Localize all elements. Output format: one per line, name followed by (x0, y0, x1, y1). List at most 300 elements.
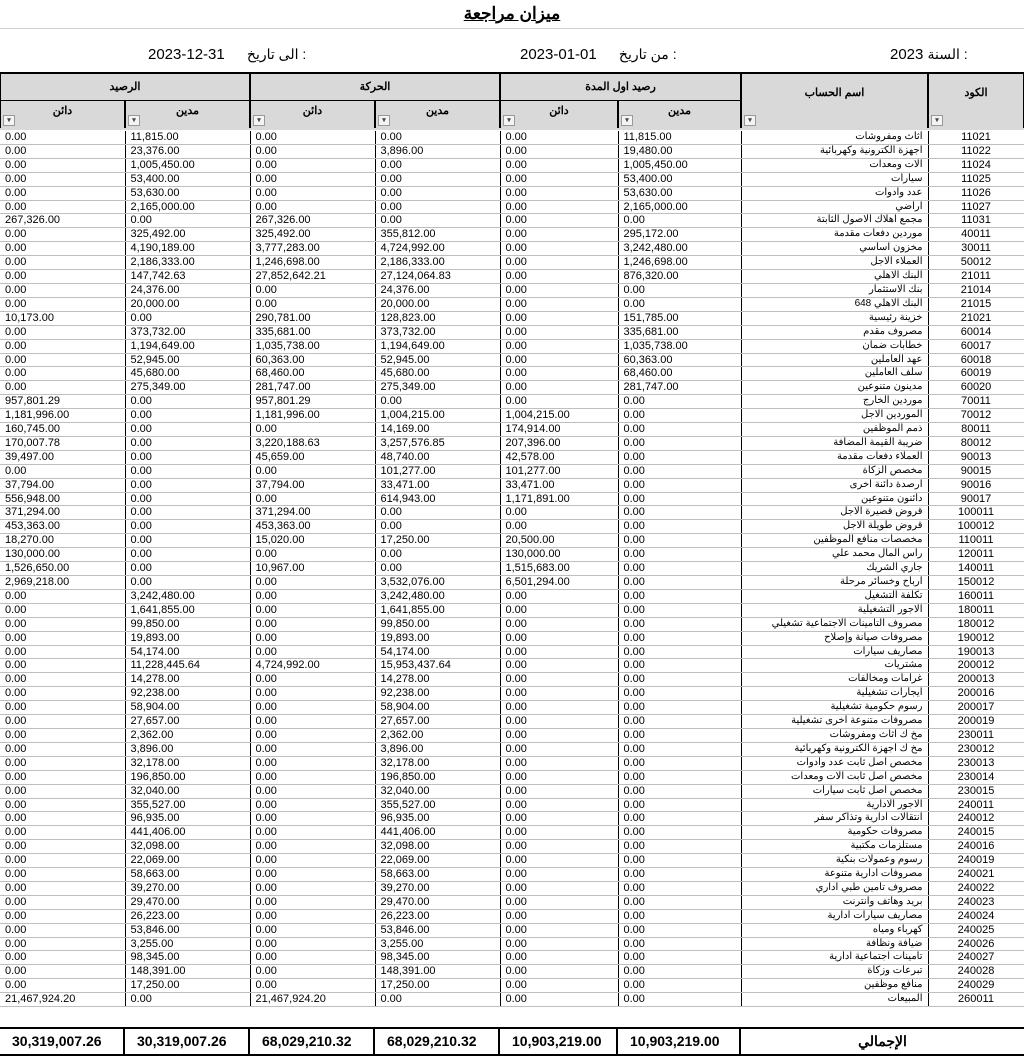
cell-opening-debit[interactable]: 0.00 (618, 436, 741, 450)
cell-movement-debit[interactable]: 0.00 (375, 506, 500, 520)
cell-balance-debit[interactable]: 26,223.00 (125, 909, 250, 923)
cell-opening-debit[interactable]: 0.00 (618, 478, 741, 492)
cell-opening-credit[interactable]: 0.00 (500, 979, 618, 993)
cell-balance-credit[interactable]: 0.00 (0, 854, 125, 868)
cell-balance-debit[interactable]: 0.00 (125, 436, 250, 450)
cell-balance-credit[interactable]: 0.00 (0, 131, 125, 144)
cell-movement-debit[interactable]: 48,740.00 (375, 450, 500, 464)
cell-code[interactable]: 60018 (928, 353, 1024, 367)
cell-name[interactable]: مصروفات متنوعة اخرى تشغيلية (741, 715, 928, 729)
cell-opening-debit[interactable]: 11,815.00 (618, 131, 741, 144)
cell-movement-debit[interactable]: 32,098.00 (375, 840, 500, 854)
cell-balance-debit[interactable]: 54,174.00 (125, 645, 250, 659)
cell-movement-debit[interactable]: 29,470.00 (375, 895, 500, 909)
cell-code[interactable]: 190013 (928, 645, 1024, 659)
cell-name[interactable]: رسوم حكومية تشغيلية (741, 701, 928, 715)
cell-name[interactable]: قروض قصيرة الاجل (741, 506, 928, 520)
cell-movement-debit[interactable]: 0.00 (375, 395, 500, 409)
cell-code[interactable]: 21021 (928, 311, 1024, 325)
cell-opening-credit[interactable]: 174,914.00 (500, 423, 618, 437)
cell-movement-credit[interactable]: 3,777,283.00 (250, 242, 375, 256)
cell-opening-credit[interactable]: 0.00 (500, 715, 618, 729)
cell-opening-debit[interactable]: 0.00 (618, 297, 741, 311)
cell-balance-credit[interactable]: 0.00 (0, 158, 125, 172)
cell-balance-debit[interactable]: 0.00 (125, 214, 250, 228)
cell-movement-debit[interactable]: 1,641,855.00 (375, 603, 500, 617)
cell-movement-debit[interactable]: 19,893.00 (375, 631, 500, 645)
cell-balance-debit[interactable]: 0.00 (125, 993, 250, 1007)
cell-opening-debit[interactable]: 0.00 (618, 923, 741, 937)
cell-code[interactable]: 21011 (928, 270, 1024, 284)
cell-opening-credit[interactable]: 0.00 (500, 228, 618, 242)
cell-balance-credit[interactable]: 0.00 (0, 603, 125, 617)
cell-name[interactable]: مخ ك أثاث ومفروشات (741, 728, 928, 742)
cell-movement-debit[interactable]: 0.00 (375, 158, 500, 172)
cell-balance-credit[interactable]: 0.00 (0, 200, 125, 214)
cell-opening-credit[interactable]: 0.00 (500, 812, 618, 826)
cell-opening-credit[interactable]: 130,000.00 (500, 548, 618, 562)
cell-balance-debit[interactable]: 11,228,445.64 (125, 659, 250, 673)
cell-movement-debit[interactable]: 92,238.00 (375, 687, 500, 701)
cell-movement-debit[interactable]: 0.00 (375, 214, 500, 228)
cell-name[interactable]: تكلفة التشغيل (741, 589, 928, 603)
cell-balance-credit[interactable]: 0.00 (0, 909, 125, 923)
cell-movement-debit[interactable]: 373,732.00 (375, 325, 500, 339)
cell-balance-credit[interactable]: 0.00 (0, 840, 125, 854)
cell-opening-debit[interactable]: 53,400.00 (618, 172, 741, 186)
cell-code[interactable]: 200019 (928, 715, 1024, 729)
cell-balance-credit[interactable]: 0.00 (0, 325, 125, 339)
cell-movement-debit[interactable]: 0.00 (375, 186, 500, 200)
cell-movement-debit[interactable]: 614,943.00 (375, 492, 500, 506)
cell-opening-credit[interactable]: 0.00 (500, 631, 618, 645)
cell-name[interactable]: منافع موظفين (741, 979, 928, 993)
cell-movement-debit[interactable]: 58,663.00 (375, 868, 500, 882)
cell-opening-debit[interactable]: 0.00 (618, 603, 741, 617)
cell-name[interactable]: بريد وهاتف وانترنت (741, 895, 928, 909)
cell-opening-debit[interactable]: 0.00 (618, 881, 741, 895)
cell-movement-debit[interactable]: 0.00 (375, 131, 500, 144)
cell-balance-debit[interactable]: 29,470.00 (125, 895, 250, 909)
cell-movement-credit[interactable]: 0.00 (250, 687, 375, 701)
cell-movement-credit[interactable]: 0.00 (250, 881, 375, 895)
cell-code[interactable]: 11025 (928, 172, 1024, 186)
cell-balance-credit[interactable]: 0.00 (0, 283, 125, 297)
code-filter-dropdown-icon[interactable]: ▾ (931, 115, 943, 126)
cell-opening-credit[interactable]: 0.00 (500, 770, 618, 784)
cell-movement-debit[interactable]: 33,471.00 (375, 478, 500, 492)
cell-code[interactable]: 200012 (928, 659, 1024, 673)
cell-balance-credit[interactable]: 0.00 (0, 242, 125, 256)
cell-opening-credit[interactable]: 0.00 (500, 506, 618, 520)
cell-opening-debit[interactable]: 295,172.00 (618, 228, 741, 242)
cell-opening-credit[interactable]: 0.00 (500, 520, 618, 534)
cell-movement-credit[interactable]: 0.00 (250, 548, 375, 562)
cell-code[interactable]: 140011 (928, 562, 1024, 576)
cell-balance-debit[interactable]: 27,657.00 (125, 715, 250, 729)
cell-balance-debit[interactable]: 96,935.00 (125, 812, 250, 826)
cell-opening-debit[interactable]: 0.00 (618, 826, 741, 840)
cell-balance-debit[interactable]: 3,255.00 (125, 937, 250, 951)
cell-balance-debit[interactable]: 0.00 (125, 409, 250, 423)
cell-name[interactable]: مصروف التامينات الاجتماعية تشغيلي (741, 617, 928, 631)
name-filter-dropdown-icon[interactable]: ▾ (744, 115, 756, 126)
cell-balance-debit[interactable]: 53,846.00 (125, 923, 250, 937)
cell-name[interactable]: قروض طويلة الاجل (741, 520, 928, 534)
cell-balance-debit[interactable]: 2,362.00 (125, 728, 250, 742)
cell-code[interactable]: 11026 (928, 186, 1024, 200)
cell-opening-credit[interactable]: 33,471.00 (500, 478, 618, 492)
cell-balance-debit[interactable]: 355,527.00 (125, 798, 250, 812)
cell-balance-debit[interactable]: 39,270.00 (125, 881, 250, 895)
cell-opening-debit[interactable]: 0.00 (618, 659, 741, 673)
cell-balance-credit[interactable]: 0.00 (0, 228, 125, 242)
cell-movement-credit[interactable]: 0.00 (250, 673, 375, 687)
cell-movement-debit[interactable]: 32,040.00 (375, 784, 500, 798)
cell-name[interactable]: جاري الشريك (741, 562, 928, 576)
cell-name[interactable]: ضيافة ونظافة (741, 937, 928, 951)
cell-balance-debit[interactable]: 53,400.00 (125, 172, 250, 186)
cell-movement-credit[interactable]: 0.00 (250, 742, 375, 756)
cell-movement-debit[interactable]: 441,406.00 (375, 826, 500, 840)
cell-opening-debit[interactable]: 0.00 (618, 701, 741, 715)
cell-opening-credit[interactable]: 101,277.00 (500, 464, 618, 478)
cell-balance-credit[interactable]: 0.00 (0, 756, 125, 770)
cell-code[interactable]: 50012 (928, 256, 1024, 270)
cell-code[interactable]: 150012 (928, 576, 1024, 590)
cell-balance-credit[interactable]: 0.00 (0, 256, 125, 270)
cell-opening-credit[interactable]: 0.00 (500, 311, 618, 325)
cell-opening-credit[interactable]: 0.00 (500, 784, 618, 798)
cell-movement-debit[interactable]: 0.00 (375, 548, 500, 562)
cell-movement-debit[interactable]: 275,349.00 (375, 381, 500, 395)
cell-balance-debit[interactable]: 58,904.00 (125, 701, 250, 715)
cell-movement-debit[interactable]: 1,194,649.00 (375, 339, 500, 353)
cell-code[interactable]: 180011 (928, 603, 1024, 617)
cell-balance-debit[interactable]: 2,165,000.00 (125, 200, 250, 214)
cell-name[interactable]: الاجور التشغيلية (741, 603, 928, 617)
cell-opening-credit[interactable]: 0.00 (500, 701, 618, 715)
cell-movement-credit[interactable]: 335,681.00 (250, 325, 375, 339)
cell-name[interactable]: مخصص اصل ثابت الات ومعدات (741, 770, 928, 784)
cell-balance-credit[interactable]: 453,363.00 (0, 520, 125, 534)
cell-opening-debit[interactable]: 0.00 (618, 868, 741, 882)
cell-balance-credit[interactable]: 0.00 (0, 687, 125, 701)
cell-movement-credit[interactable]: 4,724,992.00 (250, 659, 375, 673)
cell-balance-credit[interactable]: 0.00 (0, 464, 125, 478)
cell-balance-credit[interactable]: 0.00 (0, 770, 125, 784)
cell-balance-credit[interactable]: 160,745.00 (0, 423, 125, 437)
cell-name[interactable]: البنك الاهلي 648 (741, 297, 928, 311)
cell-opening-debit[interactable]: 0.00 (618, 548, 741, 562)
cell-balance-debit[interactable]: 22,069.00 (125, 854, 250, 868)
cell-movement-debit[interactable]: 17,250.00 (375, 979, 500, 993)
cell-opening-credit[interactable]: 0.00 (500, 186, 618, 200)
cell-movement-debit[interactable]: 3,896.00 (375, 742, 500, 756)
cell-opening-debit[interactable]: 19,480.00 (618, 144, 741, 158)
cell-opening-debit[interactable]: 876,320.00 (618, 270, 741, 284)
cell-movement-debit[interactable]: 27,124,064.83 (375, 270, 500, 284)
cell-code[interactable]: 230012 (928, 742, 1024, 756)
cell-movement-debit[interactable]: 99,850.00 (375, 617, 500, 631)
cell-opening-debit[interactable]: 1,005,450.00 (618, 158, 741, 172)
cell-movement-credit[interactable]: 0.00 (250, 645, 375, 659)
cell-balance-credit[interactable]: 0.00 (0, 659, 125, 673)
cell-balance-credit[interactable]: 371,294.00 (0, 506, 125, 520)
cell-movement-credit[interactable]: 0.00 (250, 798, 375, 812)
cell-balance-credit[interactable]: 37,794.00 (0, 478, 125, 492)
cell-opening-debit[interactable]: 0.00 (618, 770, 741, 784)
cell-code[interactable]: 100012 (928, 520, 1024, 534)
cell-code[interactable]: 70012 (928, 409, 1024, 423)
cell-balance-debit[interactable]: 0.00 (125, 464, 250, 478)
cell-balance-credit[interactable]: 0.00 (0, 965, 125, 979)
cell-opening-debit[interactable]: 0.00 (618, 798, 741, 812)
cell-opening-credit[interactable]: 0.00 (500, 826, 618, 840)
cell-balance-credit[interactable]: 0.00 (0, 895, 125, 909)
cell-movement-credit[interactable]: 957,801.29 (250, 395, 375, 409)
cell-opening-debit[interactable]: 0.00 (618, 283, 741, 297)
cell-opening-debit[interactable]: 0.00 (618, 534, 741, 548)
cell-movement-debit[interactable]: 53,846.00 (375, 923, 500, 937)
cell-balance-debit[interactable]: 0.00 (125, 506, 250, 520)
cell-name[interactable]: أثاث ومفروشات (741, 131, 928, 144)
cell-opening-credit[interactable]: 0.00 (500, 909, 618, 923)
cell-balance-credit[interactable]: 10,173.00 (0, 311, 125, 325)
cell-opening-debit[interactable]: 0.00 (618, 756, 741, 770)
cell-movement-credit[interactable]: 60,363.00 (250, 353, 375, 367)
cell-name[interactable]: اراضي (741, 200, 928, 214)
cell-opening-credit[interactable]: 0.00 (500, 395, 618, 409)
cell-movement-debit[interactable]: 0.00 (375, 562, 500, 576)
cell-movement-debit[interactable]: 96,935.00 (375, 812, 500, 826)
cell-balance-debit[interactable]: 14,278.00 (125, 673, 250, 687)
cell-movement-credit[interactable]: 45,659.00 (250, 450, 375, 464)
cell-movement-credit[interactable]: 0.00 (250, 951, 375, 965)
cell-name[interactable]: مستلزمات مكتبية (741, 840, 928, 854)
cell-opening-credit[interactable]: 0.00 (500, 200, 618, 214)
cell-movement-credit[interactable]: 0.00 (250, 631, 375, 645)
cell-opening-debit[interactable]: 0.00 (618, 673, 741, 687)
cell-movement-debit[interactable]: 4,724,992.00 (375, 242, 500, 256)
cell-movement-credit[interactable]: 1,035,738.00 (250, 339, 375, 353)
cell-opening-debit[interactable]: 0.00 (618, 979, 741, 993)
cell-name[interactable]: الات ومعدات (741, 158, 928, 172)
cell-balance-credit[interactable]: 1,181,996.00 (0, 409, 125, 423)
cell-balance-debit[interactable]: 0.00 (125, 534, 250, 548)
cell-movement-debit[interactable]: 98,345.00 (375, 951, 500, 965)
cell-opening-credit[interactable]: 0.00 (500, 895, 618, 909)
cell-name[interactable]: سلف العاملين (741, 367, 928, 381)
cell-movement-credit[interactable]: 0.00 (250, 909, 375, 923)
cell-opening-debit[interactable]: 0.00 (618, 617, 741, 631)
cell-name[interactable]: مخصصات منافع الموظفين (741, 534, 928, 548)
cell-balance-debit[interactable]: 23,376.00 (125, 144, 250, 158)
cell-balance-credit[interactable]: 18,270.00 (0, 534, 125, 548)
cell-opening-debit[interactable]: 0.00 (618, 506, 741, 520)
cell-balance-debit[interactable]: 3,896.00 (125, 742, 250, 756)
cell-opening-debit[interactable]: 0.00 (618, 993, 741, 1007)
cell-opening-credit[interactable]: 1,515,683.00 (500, 562, 618, 576)
movement-debit-filter-dropdown-icon[interactable]: ▾ (378, 115, 390, 126)
cell-opening-debit[interactable]: 0.00 (618, 395, 741, 409)
cell-opening-debit[interactable]: 0.00 (618, 728, 741, 742)
cell-code[interactable]: 11024 (928, 158, 1024, 172)
cell-balance-credit[interactable]: 0.00 (0, 826, 125, 840)
cell-balance-debit[interactable]: 99,850.00 (125, 617, 250, 631)
cell-movement-debit[interactable]: 0.00 (375, 993, 500, 1007)
cell-code[interactable]: 200017 (928, 701, 1024, 715)
cell-opening-debit[interactable]: 53,630.00 (618, 186, 741, 200)
cell-code[interactable]: 40011 (928, 228, 1024, 242)
cell-balance-credit[interactable]: 267,326.00 (0, 214, 125, 228)
cell-code[interactable]: 240029 (928, 979, 1024, 993)
cell-opening-debit[interactable]: 0.00 (618, 742, 741, 756)
cell-opening-credit[interactable]: 1,004,215.00 (500, 409, 618, 423)
cell-movement-credit[interactable]: 15,020.00 (250, 534, 375, 548)
cell-opening-debit[interactable]: 1,035,738.00 (618, 339, 741, 353)
cell-code[interactable]: 240015 (928, 826, 1024, 840)
cell-code[interactable]: 200016 (928, 687, 1024, 701)
cell-balance-credit[interactable]: 0.00 (0, 297, 125, 311)
cell-movement-credit[interactable]: 0.00 (250, 854, 375, 868)
cell-balance-credit[interactable]: 0.00 (0, 868, 125, 882)
cell-movement-debit[interactable]: 39,270.00 (375, 881, 500, 895)
cell-movement-debit[interactable]: 32,178.00 (375, 756, 500, 770)
cell-code[interactable]: 21014 (928, 283, 1024, 297)
cell-code[interactable]: 230013 (928, 756, 1024, 770)
cell-movement-debit[interactable]: 0.00 (375, 200, 500, 214)
cell-name[interactable]: تأمينات اجتماعية ادارية (741, 951, 928, 965)
cell-balance-debit[interactable]: 0.00 (125, 478, 250, 492)
cell-movement-debit[interactable]: 128,823.00 (375, 311, 500, 325)
cell-movement-debit[interactable]: 3,242,480.00 (375, 589, 500, 603)
cell-movement-debit[interactable]: 2,362.00 (375, 728, 500, 742)
cell-code[interactable]: 120011 (928, 548, 1024, 562)
cell-name[interactable]: مصروفات ادارية متنوعة (741, 868, 928, 882)
cell-code[interactable]: 60014 (928, 325, 1024, 339)
cell-opening-credit[interactable]: 0.00 (500, 256, 618, 270)
cell-opening-credit[interactable]: 0.00 (500, 589, 618, 603)
cell-code[interactable]: 80012 (928, 436, 1024, 450)
cell-code[interactable]: 90017 (928, 492, 1024, 506)
cell-opening-credit[interactable]: 0.00 (500, 868, 618, 882)
cell-balance-credit[interactable]: 0.00 (0, 144, 125, 158)
cell-opening-credit[interactable]: 0.00 (500, 937, 618, 951)
cell-movement-debit[interactable]: 24,376.00 (375, 283, 500, 297)
cell-balance-debit[interactable]: 0.00 (125, 520, 250, 534)
cell-balance-debit[interactable]: 147,742.63 (125, 270, 250, 284)
cell-movement-credit[interactable]: 0.00 (250, 172, 375, 186)
cell-code[interactable]: 11027 (928, 200, 1024, 214)
cell-balance-credit[interactable]: 0.00 (0, 951, 125, 965)
cell-balance-debit[interactable]: 373,732.00 (125, 325, 250, 339)
cell-balance-credit[interactable]: 556,948.00 (0, 492, 125, 506)
cell-opening-debit[interactable]: 3,242,480.00 (618, 242, 741, 256)
cell-movement-credit[interactable]: 0.00 (250, 826, 375, 840)
cell-name[interactable]: مصاريف سيارات ادارية (741, 909, 928, 923)
cell-name[interactable]: كهرباء ومياه (741, 923, 928, 937)
cell-movement-debit[interactable]: 20,000.00 (375, 297, 500, 311)
cell-opening-debit[interactable]: 0.00 (618, 214, 741, 228)
cell-name[interactable]: العملاء دفعات مقدمة (741, 450, 928, 464)
cell-movement-credit[interactable]: 1,181,996.00 (250, 409, 375, 423)
cell-balance-credit[interactable]: 0.00 (0, 728, 125, 742)
cell-opening-debit[interactable]: 0.00 (618, 840, 741, 854)
cell-movement-debit[interactable]: 26,223.00 (375, 909, 500, 923)
cell-movement-debit[interactable]: 1,004,215.00 (375, 409, 500, 423)
cell-code[interactable]: 11022 (928, 144, 1024, 158)
cell-name[interactable]: مدينون متنوعين (741, 381, 928, 395)
cell-balance-credit[interactable]: 0.00 (0, 172, 125, 186)
cell-name[interactable]: ارصدة دائنة اخرى (741, 478, 928, 492)
cell-code[interactable]: 60019 (928, 367, 1024, 381)
cell-opening-credit[interactable]: 0.00 (500, 270, 618, 284)
cell-name[interactable]: مصروف تأمين طبي اداري (741, 881, 928, 895)
cell-code[interactable]: 190012 (928, 631, 1024, 645)
cell-movement-debit[interactable]: 52,945.00 (375, 353, 500, 367)
cell-movement-debit[interactable]: 0.00 (375, 520, 500, 534)
cell-movement-credit[interactable]: 21,467,924.20 (250, 993, 375, 1007)
cell-code[interactable]: 90015 (928, 464, 1024, 478)
cell-opening-credit[interactable]: 0.00 (500, 617, 618, 631)
cell-opening-credit[interactable]: 0.00 (500, 325, 618, 339)
cell-balance-debit[interactable]: 53,630.00 (125, 186, 250, 200)
cell-movement-credit[interactable]: 3,220,188.63 (250, 436, 375, 450)
cell-movement-credit[interactable]: 0.00 (250, 868, 375, 882)
cell-name[interactable]: دائنون متنوعين (741, 492, 928, 506)
cell-opening-credit[interactable]: 0.00 (500, 993, 618, 1007)
cell-opening-debit[interactable]: 0.00 (618, 854, 741, 868)
cell-movement-credit[interactable]: 0.00 (250, 492, 375, 506)
cell-balance-debit[interactable]: 32,178.00 (125, 756, 250, 770)
cell-opening-credit[interactable]: 0.00 (500, 158, 618, 172)
cell-opening-debit[interactable]: 281,747.00 (618, 381, 741, 395)
cell-code[interactable]: 230015 (928, 784, 1024, 798)
cell-name[interactable]: العملاء الاجل (741, 256, 928, 270)
cell-opening-credit[interactable]: 0.00 (500, 144, 618, 158)
opening-credit-filter-dropdown-icon[interactable]: ▾ (503, 115, 515, 126)
cell-movement-credit[interactable]: 453,363.00 (250, 520, 375, 534)
cell-opening-debit[interactable]: 68,460.00 (618, 367, 741, 381)
cell-movement-credit[interactable]: 0.00 (250, 617, 375, 631)
cell-opening-debit[interactable]: 0.00 (618, 812, 741, 826)
cell-movement-credit[interactable]: 281,747.00 (250, 381, 375, 395)
cell-balance-debit[interactable]: 3,242,480.00 (125, 589, 250, 603)
cell-movement-debit[interactable]: 3,532,076.00 (375, 576, 500, 590)
cell-movement-credit[interactable]: 0.00 (250, 131, 375, 144)
cell-movement-credit[interactable]: 371,294.00 (250, 506, 375, 520)
cell-balance-credit[interactable]: 0.00 (0, 784, 125, 798)
cell-opening-credit[interactable]: 0.00 (500, 381, 618, 395)
cell-code[interactable]: 70011 (928, 395, 1024, 409)
cell-balance-debit[interactable]: 20,000.00 (125, 297, 250, 311)
cell-name[interactable]: الموردين الاجل (741, 409, 928, 423)
cell-name[interactable]: اجهزة الكترونية وكهربائية (741, 144, 928, 158)
cell-name[interactable]: سيارات (741, 172, 928, 186)
cell-balance-credit[interactable]: 0.00 (0, 812, 125, 826)
cell-movement-credit[interactable]: 0.00 (250, 701, 375, 715)
cell-opening-debit[interactable]: 0.00 (618, 784, 741, 798)
cell-opening-credit[interactable]: 0.00 (500, 951, 618, 965)
cell-code[interactable]: 240028 (928, 965, 1024, 979)
cell-movement-credit[interactable]: 0.00 (250, 715, 375, 729)
cell-code[interactable]: 11031 (928, 214, 1024, 228)
cell-code[interactable]: 60017 (928, 339, 1024, 353)
cell-code[interactable]: 180012 (928, 617, 1024, 631)
cell-opening-credit[interactable]: 0.00 (500, 854, 618, 868)
cell-opening-credit[interactable]: 0.00 (500, 297, 618, 311)
